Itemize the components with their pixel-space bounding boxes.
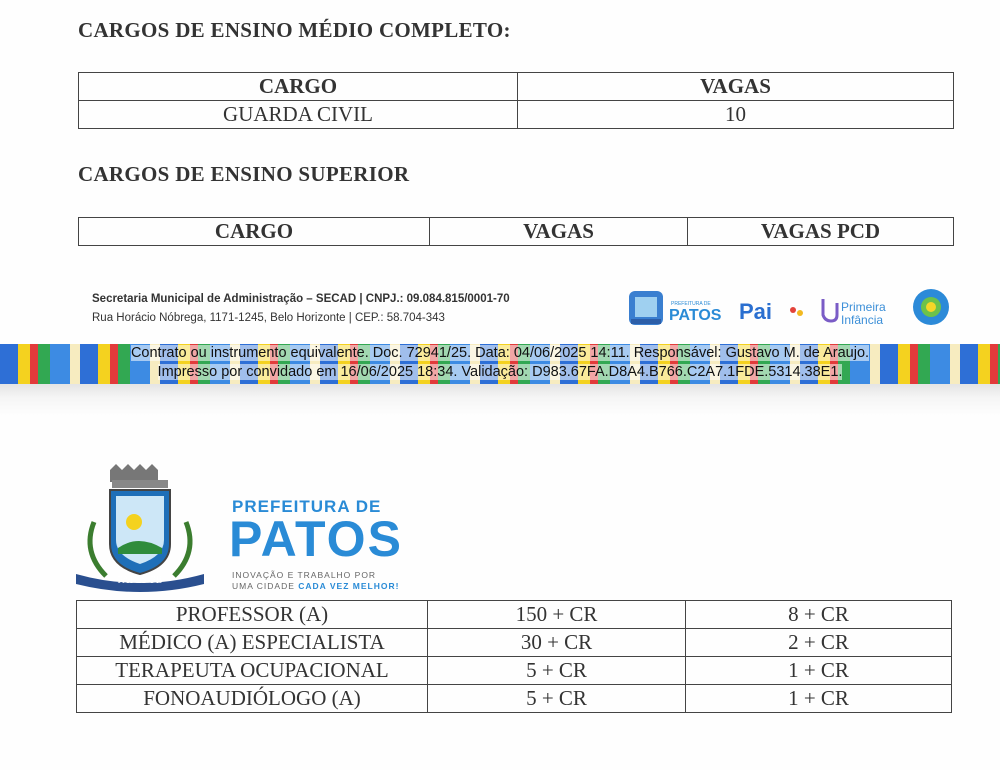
- hand-icon: [823, 299, 837, 321]
- cell-vagas: 5 + CR: [428, 657, 686, 685]
- cell-cargo: MÉDICO (A) ESPECIALISTA: [77, 629, 428, 657]
- cell-vagas-pcd: 2 + CR: [686, 629, 952, 657]
- column-header-vagas: VAGAS: [518, 73, 954, 101]
- cell-cargo: TERAPEUTA OCUPACIONAL: [77, 657, 428, 685]
- cell-vagas: 10: [518, 101, 954, 129]
- cell-cargo: GUARDA CIVIL: [79, 101, 518, 129]
- footer-address-line: Rua Horácio Nóbrega, 1171-1245, Belo Horizonte | CEP.: 58.704-343: [92, 312, 445, 324]
- cell-vagas-pcd: 1 + CR: [686, 685, 952, 713]
- cell-vagas: 5 + CR: [428, 685, 686, 713]
- cell-vagas: 30 + CR: [428, 629, 686, 657]
- footer-secad-line: Secretaria Municipal de Administração – SECAD | CNPJ.: 09.084.815/0001-70: [92, 293, 510, 305]
- table-row: [79, 101, 954, 129]
- circular-seal-icon: [913, 289, 949, 325]
- column-header-vagas-pcd: VAGAS PCD: [688, 218, 954, 246]
- brand-prefeitura-de: PREFEITURA DE: [232, 497, 382, 516]
- slogan-bold: CADA VEZ MELHOR!: [298, 581, 400, 591]
- brand-patos: PATOS: [229, 511, 403, 567]
- cell-vagas: 150 + CR: [428, 601, 686, 629]
- slogan-prefix: UMA CIDADE: [232, 581, 299, 591]
- column-header-cargo: CARGO: [79, 218, 430, 246]
- primeira-text: Primeira: [841, 300, 886, 314]
- heading-ensino-superior: CARGOS DE ENSINO SUPERIOR: [78, 162, 410, 186]
- stamp-line-2: Impresso por convidado em 16/06/2025 18:34. Validação: D983.67FA.D8A4.B766.C2A7.1FDE.5314.38E1.: [157, 364, 843, 380]
- cell-vagas-pcd: 1 + CR: [686, 657, 952, 685]
- brand-slogan-2: [232, 581, 399, 591]
- brand-slogan-1: INOVAÇÃO E TRABALHO POR: [232, 570, 377, 580]
- stamp-line-1: Contrato ou instrumento equivalente. Doc. 72941/25. Data: 04/06/2025 14:11. Responsável: Gustavo M. de Araujo.: [130, 345, 870, 361]
- partner-logos: [625, 283, 955, 331]
- patos-small-seal-icon: [629, 291, 663, 325]
- authentication-stamp: [0, 344, 1000, 384]
- table-ensino-superior-header: [78, 217, 954, 246]
- table-row: [77, 685, 952, 713]
- infancia-text: Infância: [841, 313, 884, 327]
- seal-text: PATOS-PB: [117, 575, 163, 586]
- patos-small-text: PATOS: [669, 307, 722, 324]
- column-header-vagas: VAGAS: [430, 218, 688, 246]
- cell-cargo: PROFESSOR (A): [77, 601, 428, 629]
- table-row: [77, 629, 952, 657]
- pai-logo-text: Pai: [739, 299, 773, 324]
- cell-cargo: FONOAUDIÓLOGO (A): [77, 685, 428, 713]
- table-ensino-superior-rows: [76, 600, 952, 713]
- column-header-cargo: CARGO: [79, 73, 518, 101]
- table-row: [77, 601, 952, 629]
- cell-vagas-pcd: 8 + CR: [686, 601, 952, 629]
- page-gap: [0, 384, 1000, 418]
- heading-ensino-medio: CARGOS DE ENSINO MÉDIO COMPLETO:: [78, 18, 511, 42]
- table-ensino-medio: [78, 72, 954, 129]
- table-row: [77, 657, 952, 685]
- svg-text:PREFEITURA DE: PREFEITURA DE: [671, 301, 711, 307]
